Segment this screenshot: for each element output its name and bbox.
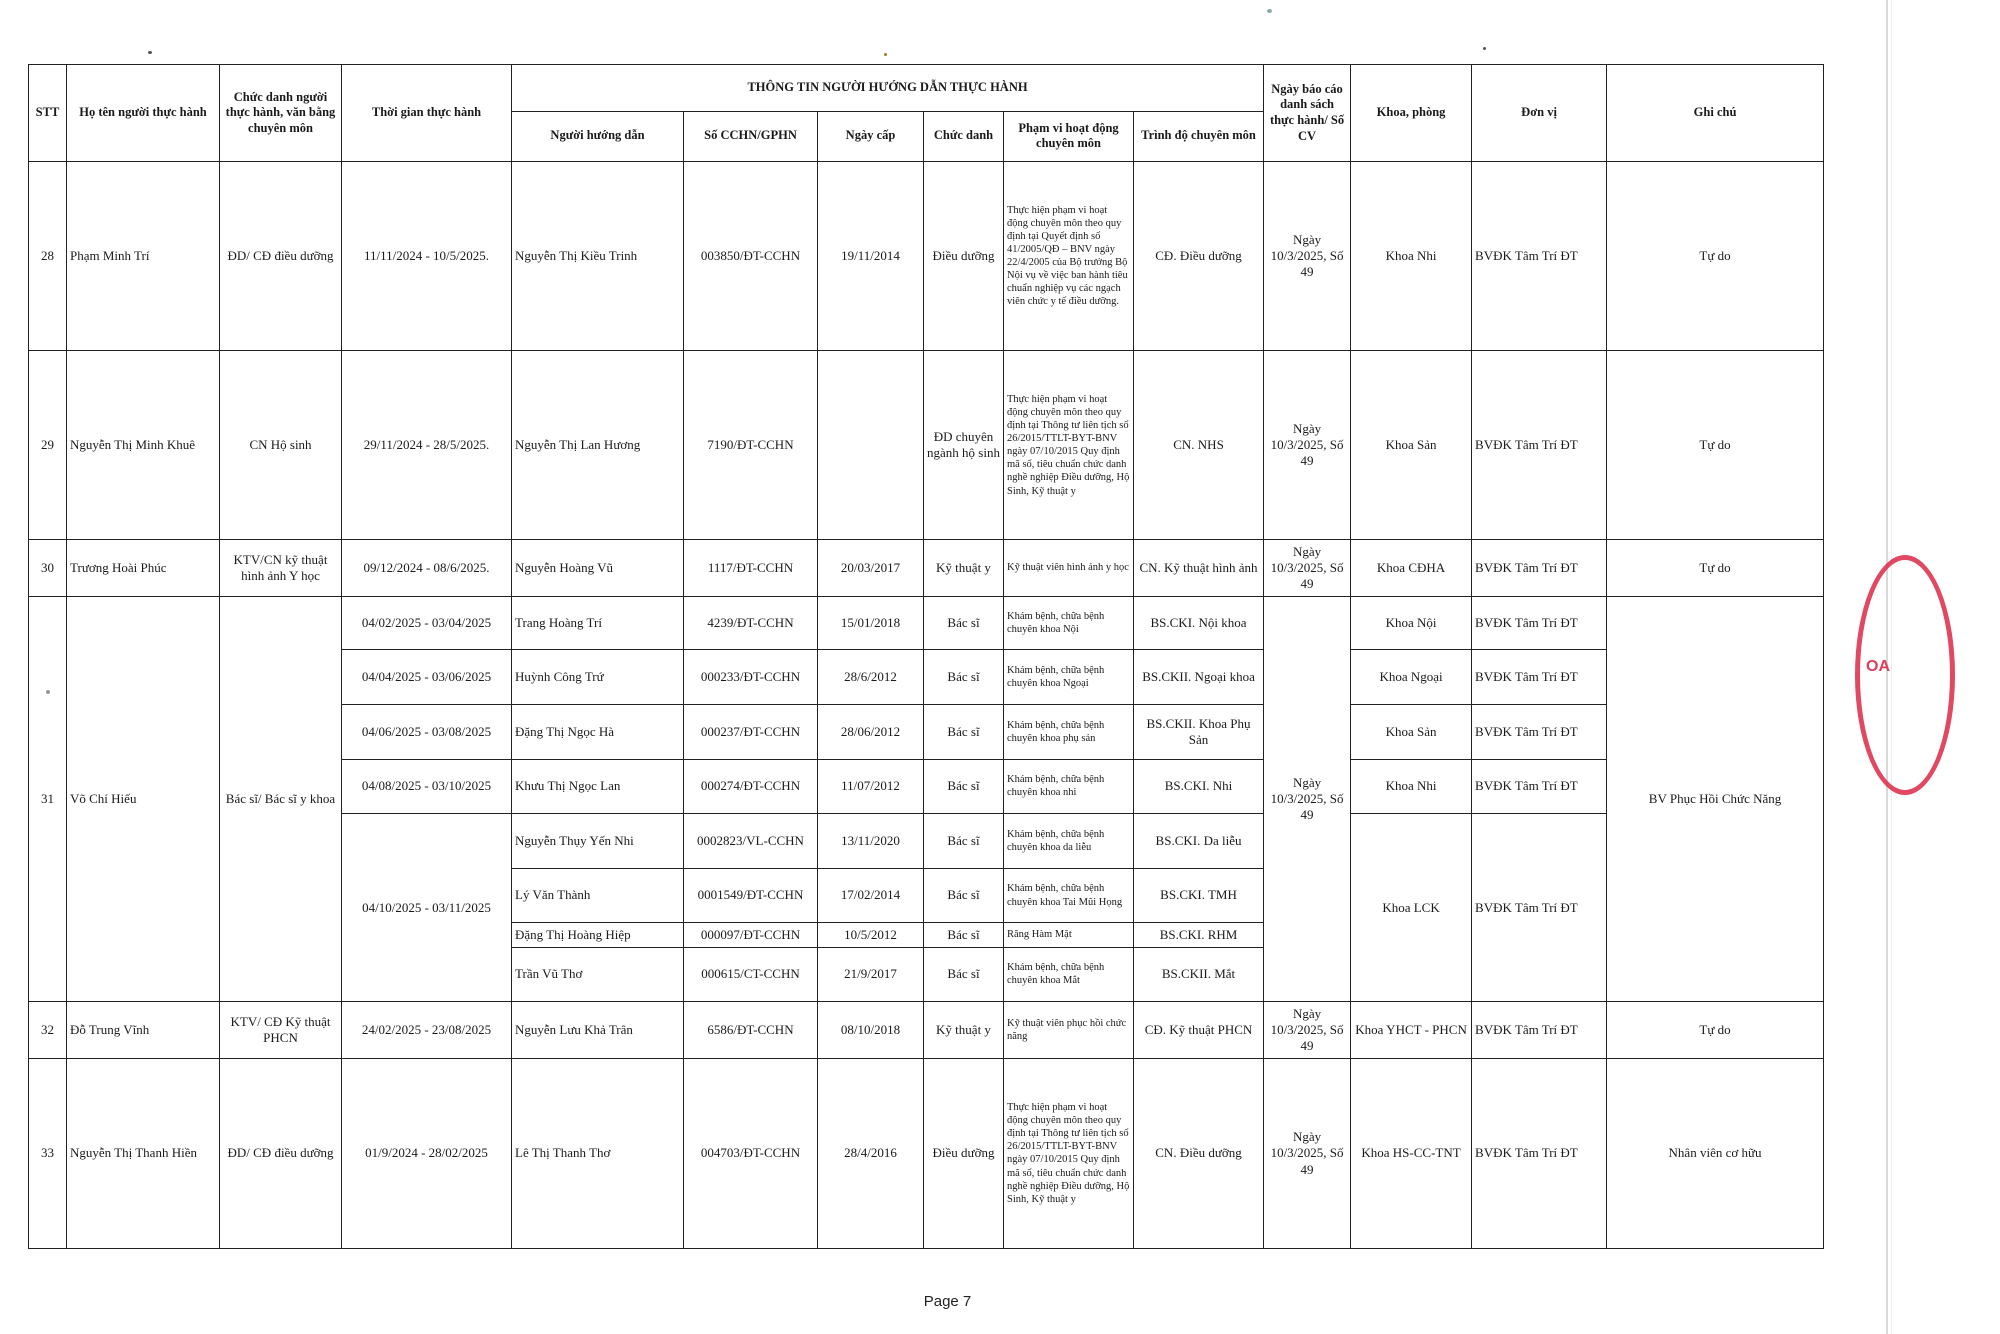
mentor-name: Nguyễn Thị Lan Hương — [512, 351, 684, 540]
practitioner-name: Nguyễn Thị Minh Khuê — [67, 351, 220, 540]
mentor-level: BS.CKII. Khoa Phụ Sản — [1134, 704, 1264, 759]
table-row — [29, 1002, 1824, 1059]
cert-no: 004703/ĐT-CCHN — [684, 1058, 818, 1248]
mentor-position: Bác sĩ — [924, 814, 1004, 869]
col-cert-no: Số CCHN/GPHN — [684, 111, 818, 162]
unit: BVĐK Tâm Trí ĐT — [1472, 704, 1607, 759]
mentor-level: BS.CKI. TMH — [1134, 868, 1264, 923]
scan-speck — [148, 51, 152, 54]
mentor-level: BS.CKII. Ngoại khoa — [1134, 650, 1264, 705]
table-row — [29, 540, 1824, 597]
col-scope: Phạm vi hoạt động chuyên môn — [1004, 111, 1134, 162]
scope-of-practice: Khám bệnh, chữa bệnh chuyên khoa Tai Mũi Họng — [1004, 868, 1134, 923]
practitioner-title: ĐD/ CĐ điều dưỡng — [220, 1058, 342, 1248]
mentor-level: BS.CKI. Da liễu — [1134, 814, 1264, 869]
report-date: Ngày 10/3/2025, Số 49 — [1264, 540, 1351, 597]
red-seal-stamp: OA — [1855, 555, 1955, 795]
mentor-name: Nguyễn Hoàng Vũ — [512, 540, 684, 597]
mentor-level: BS.CKI. Nội khoa — [1134, 596, 1264, 650]
stt: 33 — [29, 1058, 67, 1248]
col-position: Chức danh — [924, 111, 1004, 162]
mentor-position: Bác sĩ — [924, 923, 1004, 947]
issue-date: 19/11/2014 — [818, 162, 924, 351]
department: Khoa Nhi — [1351, 162, 1472, 351]
mentor-position: Điều dưỡng — [924, 1058, 1004, 1248]
stt: 32 — [29, 1002, 67, 1059]
mentor-name: Lý Văn Thành — [512, 868, 684, 923]
scope-of-practice: Thực hiện phạm vi hoạt động chuyên môn theo quy định tại Thông tư liên tịch số 26/2015/TTLT-BYT-BNV ngày 07/10/2015 Quy định mã số, tiêu chuẩn chức danh nghề nghiệp Điều dưỡng, Hộ Sinh, Kỹ thuật y — [1004, 1058, 1134, 1248]
unit: BVĐK Tâm Trí ĐT — [1472, 162, 1607, 351]
scope-of-practice: Khám bệnh, chữa bệnh chuyên khoa da liễu — [1004, 814, 1134, 869]
practice-period: 04/10/2025 - 03/11/2025 — [342, 814, 512, 1002]
mentor-name: Đặng Thị Ngọc Hà — [512, 704, 684, 759]
table-row — [29, 596, 1824, 650]
col-note: Ghi chú — [1607, 65, 1824, 162]
mentor-position: Bác sĩ — [924, 947, 1004, 1002]
mentor-position: ĐD chuyên ngành hộ sinh — [924, 351, 1004, 540]
mentor-level: CN. Điều dưỡng — [1134, 1058, 1264, 1248]
mentor-name: Trang Hoàng Trí — [512, 596, 684, 650]
scope-of-practice: Kỹ thuật viên hình ảnh y học — [1004, 540, 1134, 597]
mentor-name: Nguyễn Thụy Yến Nhi — [512, 814, 684, 869]
issue-date: 10/5/2012 — [818, 923, 924, 947]
scope-of-practice: Khám bệnh, chữa bệnh chuyên khoa nhi — [1004, 759, 1134, 814]
unit: BVĐK Tâm Trí ĐT — [1472, 1058, 1607, 1248]
header-row-1 — [29, 65, 1824, 112]
table-row — [29, 1058, 1824, 1248]
stt: 31 — [29, 596, 67, 1001]
scope-of-practice: Khám bệnh, chữa bệnh chuyên khoa Mắt — [1004, 947, 1134, 1002]
cert-no: 0001549/ĐT-CCHN — [684, 868, 818, 923]
report-date: Ngày 10/3/2025, Số 49 — [1264, 596, 1351, 1001]
mentor-level: CN. NHS — [1134, 351, 1264, 540]
unit: BVĐK Tâm Trí ĐT — [1472, 814, 1607, 1002]
report-date: Ngày 10/3/2025, Số 49 — [1264, 162, 1351, 351]
department: Khoa LCK — [1351, 814, 1472, 1002]
issue-date: 08/10/2018 — [818, 1002, 924, 1059]
department: Khoa CĐHA — [1351, 540, 1472, 597]
note: Tự do — [1607, 351, 1824, 540]
practitioner-title: Bác sĩ/ Bác sĩ y khoa — [220, 596, 342, 1001]
scope-of-practice: Khám bệnh, chữa bệnh chuyên khoa Nội — [1004, 596, 1134, 650]
unit: BVĐK Tâm Trí ĐT — [1472, 1002, 1607, 1059]
cert-no: 000237/ĐT-CCHN — [684, 704, 818, 759]
issue-date: 28/06/2012 — [818, 704, 924, 759]
mentor-position: Bác sĩ — [924, 650, 1004, 705]
mentor-level: BS.CKII. Mắt — [1134, 947, 1264, 1002]
cert-no: 4239/ĐT-CCHN — [684, 596, 818, 650]
stt: 28 — [29, 162, 67, 351]
mentor-position: Điều dưỡng — [924, 162, 1004, 351]
practitioner-table — [28, 64, 1824, 1249]
scan-speck — [1483, 47, 1486, 50]
mentor-level: BS.CKI. Nhi — [1134, 759, 1264, 814]
issue-date: 17/02/2014 — [818, 868, 924, 923]
note: Tự do — [1607, 540, 1824, 597]
col-level: Trình độ chuyên môn — [1134, 111, 1264, 162]
cert-no: 003850/ĐT-CCHN — [684, 162, 818, 351]
issue-date — [818, 351, 924, 540]
practitioner-name: Phạm Minh Trí — [67, 162, 220, 351]
department: Khoa Sản — [1351, 351, 1472, 540]
scan-speck — [884, 53, 887, 56]
department: Khoa Ngoại — [1351, 650, 1472, 705]
cert-no: 000233/ĐT-CCHN — [684, 650, 818, 705]
col-name: Họ tên người thực hành — [67, 65, 220, 162]
unit: BVĐK Tâm Trí ĐT — [1472, 650, 1607, 705]
mentor-name: Lê Thị Thanh Thơ — [512, 1058, 684, 1248]
practice-period: 04/04/2025 - 03/06/2025 — [342, 650, 512, 705]
col-mentor: Người hướng dẫn — [512, 111, 684, 162]
scope-of-practice: Thực hiện phạm vi hoạt động chuyên môn theo quy định tại Thông tư liên tịch số 26/2015/TTLT-BYT-BNV ngày 07/10/2015 Quy định mã số, tiêu chuẩn chức danh nghề nghiệp Điều dưỡng, Hộ Sinh, Kỹ thuật y — [1004, 351, 1134, 540]
practitioner-title: CN Hộ sinh — [220, 351, 342, 540]
cert-no: 000615/CT-CCHN — [684, 947, 818, 1002]
note: Tự do — [1607, 162, 1824, 351]
mentor-level: CĐ. Kỹ thuật PHCN — [1134, 1002, 1264, 1059]
mentor-name: Đặng Thị Hoàng Hiệp — [512, 923, 684, 947]
mentor-level: BS.CKI. RHM — [1134, 923, 1264, 947]
department: Khoa Sản — [1351, 704, 1472, 759]
cert-no: 000097/ĐT-CCHN — [684, 923, 818, 947]
practitioner-title: ĐD/ CĐ điều dưỡng — [220, 162, 342, 351]
practitioner-name: Nguyễn Thị Thanh Hiền — [67, 1058, 220, 1248]
department: Khoa Nhi — [1351, 759, 1472, 814]
stt: 30 — [29, 540, 67, 597]
practitioner-name: Đỗ Trung Vĩnh — [67, 1002, 220, 1059]
table-row — [29, 351, 1824, 540]
unit: BVĐK Tâm Trí ĐT — [1472, 540, 1607, 597]
practitioner-name: Trương Hoài Phúc — [67, 540, 220, 597]
report-date: Ngày 10/3/2025, Số 49 — [1264, 1002, 1351, 1059]
practice-period: 04/08/2025 - 03/10/2025 — [342, 759, 512, 814]
mentor-position: Bác sĩ — [924, 868, 1004, 923]
cert-no: 1117/ĐT-CCHN — [684, 540, 818, 597]
practitioner-title: KTV/CN kỹ thuật hình ảnh Y học — [220, 540, 342, 597]
cert-no: 0002823/VL-CCHN — [684, 814, 818, 869]
scope-of-practice: Răng Hàm Mặt — [1004, 923, 1134, 947]
mentor-name: Trần Vũ Thơ — [512, 947, 684, 1002]
cert-no: 7190/ĐT-CCHN — [684, 351, 818, 540]
col-group-mentor-info: THÔNG TIN NGƯỜI HƯỚNG DẪN THỰC HÀNH — [512, 65, 1264, 112]
mentor-position: Bác sĩ — [924, 759, 1004, 814]
practice-period: 09/12/2024 - 08/6/2025. — [342, 540, 512, 597]
table-row — [29, 162, 1824, 351]
issue-date: 21/9/2017 — [818, 947, 924, 1002]
practice-period: 11/11/2024 - 10/5/2025. — [342, 162, 512, 351]
practice-period: 04/02/2025 - 03/04/2025 — [342, 596, 512, 650]
unit: BVĐK Tâm Trí ĐT — [1472, 351, 1607, 540]
issue-date: 13/11/2020 — [818, 814, 924, 869]
practitioner-title: KTV/ CĐ Kỹ thuật PHCN — [220, 1002, 342, 1059]
issue-date: 15/01/2018 — [818, 596, 924, 650]
col-period: Thời gian thực hành — [342, 65, 512, 162]
scan-speck — [1267, 9, 1272, 13]
department: Khoa HS-CC-TNT — [1351, 1058, 1472, 1248]
col-dept: Khoa, phòng — [1351, 65, 1472, 162]
mentor-name: Huỳnh Công Trứ — [512, 650, 684, 705]
department: Khoa Nội — [1351, 596, 1472, 650]
col-title-degree: Chức danh người thực hành, văn bằng chuyên môn — [220, 65, 342, 162]
mentor-position: Bác sĩ — [924, 704, 1004, 759]
cert-no: 000274/ĐT-CCHN — [684, 759, 818, 814]
issue-date: 11/07/2012 — [818, 759, 924, 814]
col-stt: STT — [29, 65, 67, 162]
practice-period: 04/06/2025 - 03/08/2025 — [342, 704, 512, 759]
practitioner-name: Võ Chí Hiếu — [67, 596, 220, 1001]
practice-period: 24/02/2025 - 23/08/2025 — [342, 1002, 512, 1059]
note: Tự do — [1607, 1002, 1824, 1059]
scope-of-practice: Thực hiện phạm vi hoạt động chuyên môn theo quy định tại Quyết định số 41/2005/QĐ – BNV ngày 22/4/2005 của Bộ trưởng Bộ Nội vụ về việc ban hành tiêu chuẩn nghiệp vụ các ngạch viên chức y tế điều dưỡng. — [1004, 162, 1134, 351]
col-unit: Đơn vị — [1472, 65, 1607, 162]
mentor-position: Kỹ thuật y — [924, 1002, 1004, 1059]
page-number: Page 7 — [923, 1293, 972, 1310]
mentor-name: Khưu Thị Ngọc Lan — [512, 759, 684, 814]
scope-of-practice: Khám bệnh, chữa bệnh chuyên khoa Ngoại — [1004, 650, 1134, 705]
unit: BVĐK Tâm Trí ĐT — [1472, 596, 1607, 650]
mentor-name: Nguyễn Thị Kiều Trinh — [512, 162, 684, 351]
scope-of-practice: Kỹ thuật viên phục hồi chức năng — [1004, 1002, 1134, 1059]
practice-period: 01/9/2024 - 28/02/2025 — [342, 1058, 512, 1248]
report-date: Ngày 10/3/2025, Số 49 — [1264, 351, 1351, 540]
note: Nhân viên cơ hữu — [1607, 1058, 1824, 1248]
col-issue-date: Ngày cấp — [818, 111, 924, 162]
mentor-position: Bác sĩ — [924, 596, 1004, 650]
unit: BVĐK Tâm Trí ĐT — [1472, 759, 1607, 814]
col-report-date: Ngày báo cáo danh sách thực hành/ Số CV — [1264, 65, 1351, 162]
issue-date: 28/6/2012 — [818, 650, 924, 705]
cert-no: 6586/ĐT-CCHN — [684, 1002, 818, 1059]
mentor-name: Nguyễn Lưu Khả Trân — [512, 1002, 684, 1059]
practice-period: 29/11/2024 - 28/5/2025. — [342, 351, 512, 540]
scope-of-practice: Khám bệnh, chữa bệnh chuyên khoa phụ sản — [1004, 704, 1134, 759]
mentor-position: Kỹ thuật y — [924, 540, 1004, 597]
issue-date: 20/03/2017 — [818, 540, 924, 597]
mentor-level: CĐ. Điều dưỡng — [1134, 162, 1264, 351]
department: Khoa YHCT - PHCN — [1351, 1002, 1472, 1059]
mentor-level: CN. Kỹ thuật hình ảnh — [1134, 540, 1264, 597]
note: BV Phục Hồi Chức Năng — [1607, 596, 1824, 1001]
report-date: Ngày 10/3/2025, Số 49 — [1264, 1058, 1351, 1248]
issue-date: 28/4/2016 — [818, 1058, 924, 1248]
stt: 29 — [29, 351, 67, 540]
